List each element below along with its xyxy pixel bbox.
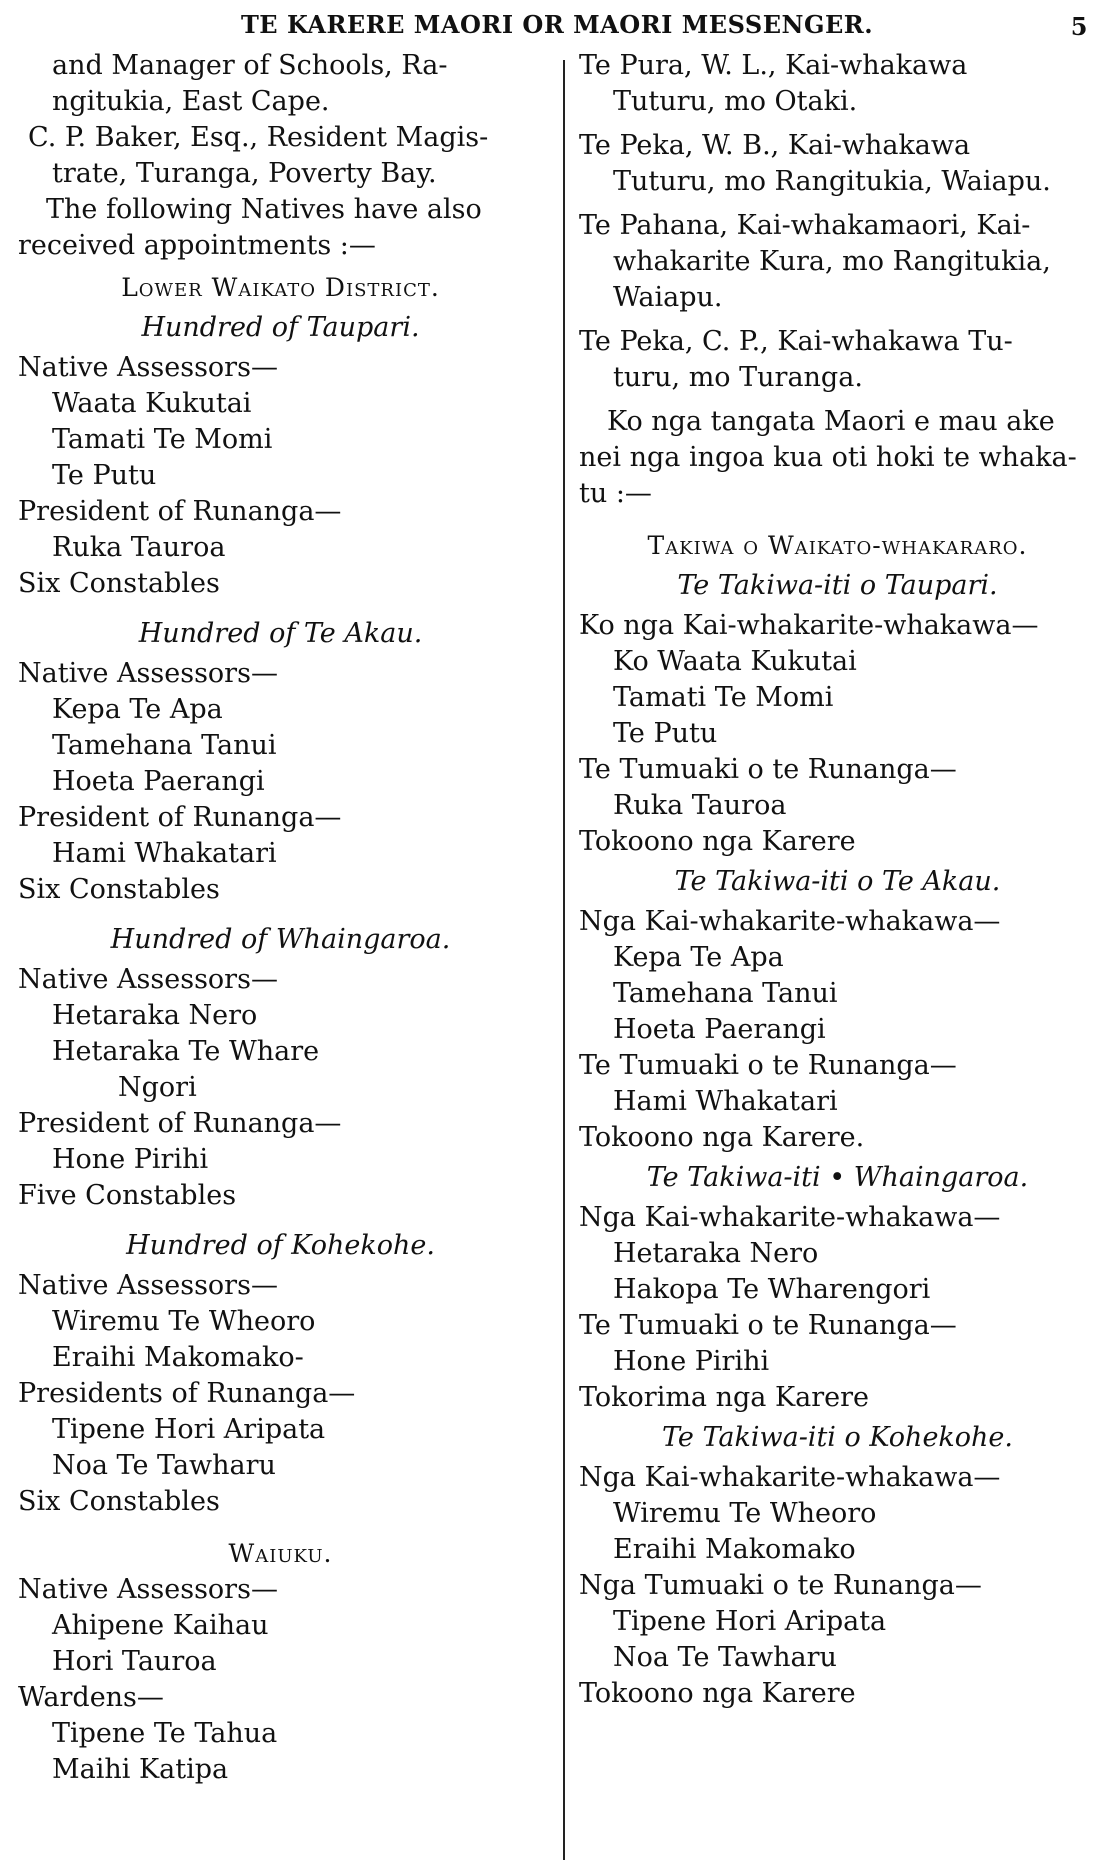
president-label: President of Runanga— (18, 1108, 342, 1139)
warden-name: Tipene Te Tahua (52, 1718, 278, 1749)
section-heading: Te Takiwa-iti o Te Akau. (674, 866, 1001, 897)
two-column-body (18, 48, 1096, 1868)
running-title: TE KARERE MAORI OR MAORI MESSENGER. (240, 10, 874, 39)
president-label: Presidents of Runanga— (18, 1378, 356, 1409)
para-line: tu :— (579, 478, 652, 509)
section-heading: Te Takiwa-iti o Kohekohe. (662, 1422, 1013, 1453)
intro-line: and Manager of Schools, Ra- (52, 50, 448, 81)
president-name: Hone Pirihi (52, 1144, 209, 1175)
president-label: Te Tumuaki o te Runanga— (579, 754, 957, 785)
section-heading: Te Takiwa-iti • Whaingaroa. (646, 1162, 1029, 1193)
assessor-name: Eraihi Makomako- (52, 1342, 304, 1373)
assessors-label: Native Assessors— (18, 658, 278, 689)
entry-line: Te Pahana, Kai-whakamaori, Kai- (579, 210, 1031, 241)
assessor-name: Eraihi Makomako (613, 1534, 856, 1565)
entry-line: Tuturu, mo Otaki. (613, 86, 858, 117)
assessor-name: Waata Kukutai (52, 388, 252, 419)
entry-line: Te Peka, W. B., Kai-whakawa (579, 130, 971, 161)
constables-line: Six Constables (18, 1486, 220, 1517)
page-header (18, 4, 1096, 48)
para-line: nei nga ingoa kua oti hoki te whaka- (579, 442, 1077, 473)
president-name: Tipene Hori Aripata (613, 1606, 887, 1637)
page-number: 5 (1070, 12, 1088, 41)
entry-line: Waiapu. (613, 282, 723, 313)
entry-line: Te Pura, W. L., Kai-whakawa (579, 50, 968, 81)
appointment-entry (579, 48, 1096, 120)
assessor-name: Kepa Te Apa (52, 694, 223, 725)
president-name: Ruka Tauroa (52, 532, 226, 563)
assessor-name: Tamehana Tanui (52, 730, 277, 761)
president-name: Hone Pirihi (613, 1346, 770, 1377)
entry-line: whakarite Kura, mo Rangitukia, (613, 246, 1051, 277)
assessor-name: Tamati Te Momi (613, 682, 834, 713)
constables-line: Tokoono nga Karere (579, 1678, 856, 1709)
appointment-entry (579, 324, 1096, 396)
section-heading: Hundred of Kohekohe. (126, 1230, 435, 1261)
assessor-name: Ko Waata Kukutai (613, 646, 857, 677)
assessor-name: Hori Tauroa (52, 1646, 217, 1677)
assessor-name: Ngori (118, 1072, 197, 1103)
para-line: Ko nga tangata Maori e mau ake (607, 406, 1055, 437)
assessor-name: Hetaraka Te Whare (52, 1036, 320, 1067)
assessors-label: Native Assessors— (18, 964, 278, 995)
entry-line: Tuturu, mo Rangitukia, Waiapu. (613, 166, 1051, 197)
assessors-label: Native Assessors— (18, 352, 278, 383)
assessor-name: Tamehana Tanui (613, 978, 838, 1009)
section-heading: Hundred of Whaingaroa. (110, 924, 451, 955)
assessors-label: Nga Kai-whakarite-whakawa— (579, 906, 1001, 937)
constables-line: Tokoono nga Karere. (579, 1122, 865, 1153)
president-name: Hami Whakatari (52, 838, 277, 869)
president-name: Noa Te Tawharu (52, 1450, 276, 1481)
constables-line: Tokorima nga Karere (579, 1382, 869, 1413)
assessor-name: Te Putu (52, 460, 157, 491)
president-label: Te Tumuaki o te Runanga— (579, 1310, 957, 1341)
constables-line: Six Constables (18, 568, 220, 599)
assessor-name: Tamati Te Momi (52, 424, 273, 455)
section-heading: Hundred of Te Akau. (138, 618, 423, 649)
assessor-name: Hetaraka Nero (52, 1000, 258, 1031)
section-heading: Hundred of Taupari. (141, 312, 420, 343)
assessors-label: Ko nga Kai-whakarite-whakawa— (579, 610, 1039, 641)
intro-line: trate, Turanga, Poverty Bay. (52, 158, 437, 189)
right-column (565, 48, 1096, 1868)
president-name: Noa Te Tawharu (613, 1642, 837, 1673)
president-name: Tipene Hori Aripata (52, 1414, 326, 1445)
section-heading: Waiuku. (228, 1539, 333, 1568)
president-label: Te Tumuaki o te Runanga— (579, 1050, 957, 1081)
constables-line: Tokoono nga Karere (579, 826, 856, 857)
intro-line: The following Natives have also (46, 194, 482, 225)
warden-name: Maihi Katipa (52, 1754, 229, 1785)
president-label: Nga Tumuaki o te Runanga— (579, 1570, 982, 1601)
assessors-label: Nga Kai-whakarite-whakawa— (579, 1202, 1001, 1233)
assessors-label: Native Assessors— (18, 1574, 278, 1605)
assessor-name: Hetaraka Nero (613, 1238, 819, 1269)
wardens-label: Wardens— (18, 1682, 164, 1713)
intro-line: ngitukia, East Cape. (52, 86, 330, 117)
assessor-name: Te Putu (613, 718, 718, 749)
assessor-name: Hakopa Te Wharengori (613, 1274, 931, 1305)
constables-line: Six Constables (18, 874, 220, 905)
assessor-name: Hoeta Paerangi (52, 766, 265, 797)
left-column (18, 48, 563, 1868)
assessor-name: Ahipene Kaihau (52, 1610, 269, 1641)
assessor-name: Kepa Te Apa (613, 942, 784, 973)
president-name: Hami Whakatari (613, 1086, 838, 1117)
president-name: Ruka Tauroa (613, 790, 787, 821)
entry-line: Te Peka, C. P., Kai-whakawa Tu- (579, 326, 1013, 357)
constables-line: Five Constables (18, 1180, 237, 1211)
president-label: President of Runanga— (18, 496, 342, 527)
district-heading: Takiwa o Waikato-whakararo. (647, 531, 1028, 560)
section-heading: Te Takiwa-iti o Taupari. (677, 570, 998, 601)
assessors-label: Native Assessors— (18, 1270, 278, 1301)
appointment-entry (579, 128, 1096, 200)
district-heading: Lower Waikato District. (121, 273, 440, 302)
assessor-name: Wiremu Te Wheoro (613, 1498, 877, 1529)
assessors-label: Nga Kai-whakarite-whakawa— (579, 1462, 1001, 1493)
intro-line: C. P. Baker, Esq., Resident Magis- (28, 122, 489, 153)
intro-line: received appointments :— (18, 230, 376, 261)
president-label: President of Runanga— (18, 802, 342, 833)
assessor-name: Wiremu Te Wheoro (52, 1306, 316, 1337)
appointment-entry (579, 208, 1096, 316)
entry-line: turu, mo Turanga. (613, 362, 863, 393)
assessor-name: Hoeta Paerangi (613, 1014, 826, 1045)
